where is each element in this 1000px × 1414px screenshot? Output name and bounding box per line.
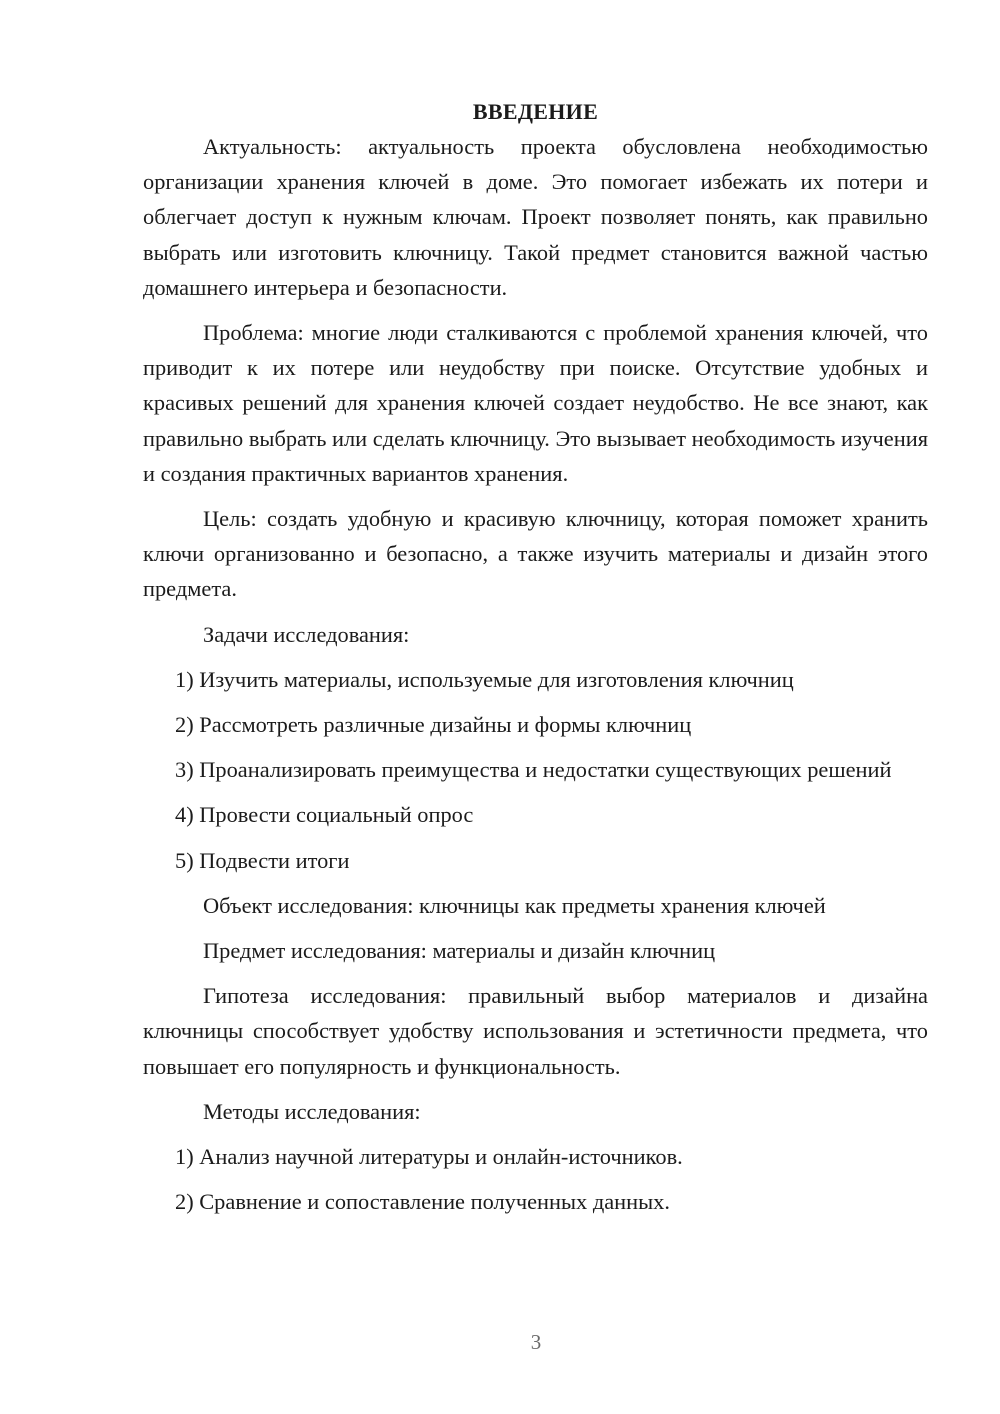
task-item-1: 1) Изучить материалы, используемые для изготовления ключниц — [175, 666, 794, 692]
task-item-4: 4) Провести социальный опрос — [175, 802, 474, 828]
object-paragraph: Объект исследования: ключницы как предметы хранения ключей — [203, 892, 826, 918]
task-item-3: 3) Проанализировать преимущества и недостатки существующих решений — [175, 757, 892, 783]
method-item-2: 2) Сравнение и сопоставление полученных данных. — [175, 1189, 670, 1215]
problem-paragraph: Проблема: многие люди сталкиваются с проблемой хранения ключей, что приводит к их потере или неудобству при поиске. Отсутствие удобных и красивых решений для хранения ключей создает неудобство. Не все знают, как правильно выбрать или сделать ключницу. Это вызывает необходимость изучения и создания практичных вариантов хранения. — [143, 320, 928, 486]
task-item-5: 5) Подвести итоги — [175, 847, 350, 873]
page-number: 3 — [530, 1330, 542, 1354]
goal-paragraph: Цель: создать удобную и красивую ключницу, которая поможет хранить ключи организованно и безопасно, а также изучить материалы и дизайн этого предмета. — [143, 506, 928, 602]
task-item-2: 2) Рассмотреть различные дизайны и формы ключниц — [175, 712, 692, 738]
document-page — [143, 94, 928, 1229]
page-title: ВВЕДЕНИЕ — [472, 99, 599, 124]
methods-heading: Методы исследования: — [203, 1098, 421, 1124]
relevance-paragraph: Актуальность: актуальность проекта обусловлена необходимостью организации хранения ключей в доме. Это помогает избежать их потери и облегчает доступ к нужным ключам. Проект позволяет понять, как правильно выбрать или изготовить ключницу. Такой предмет становится важной частью домашнего интерьера и безопасности. — [143, 134, 928, 300]
hypothesis-paragraph: Гипотеза исследования: правильный выбор материалов и дизайна ключницы способствует удобству использования и эстетичности предмета, что повышает его популярность и функциональность. — [143, 983, 928, 1079]
method-item-1: 1) Анализ научной литературы и онлайн-источников. — [175, 1144, 683, 1170]
subject-paragraph: Предмет исследования: материалы и дизайн ключниц — [203, 938, 716, 964]
tasks-heading: Задачи исследования: — [203, 621, 410, 647]
